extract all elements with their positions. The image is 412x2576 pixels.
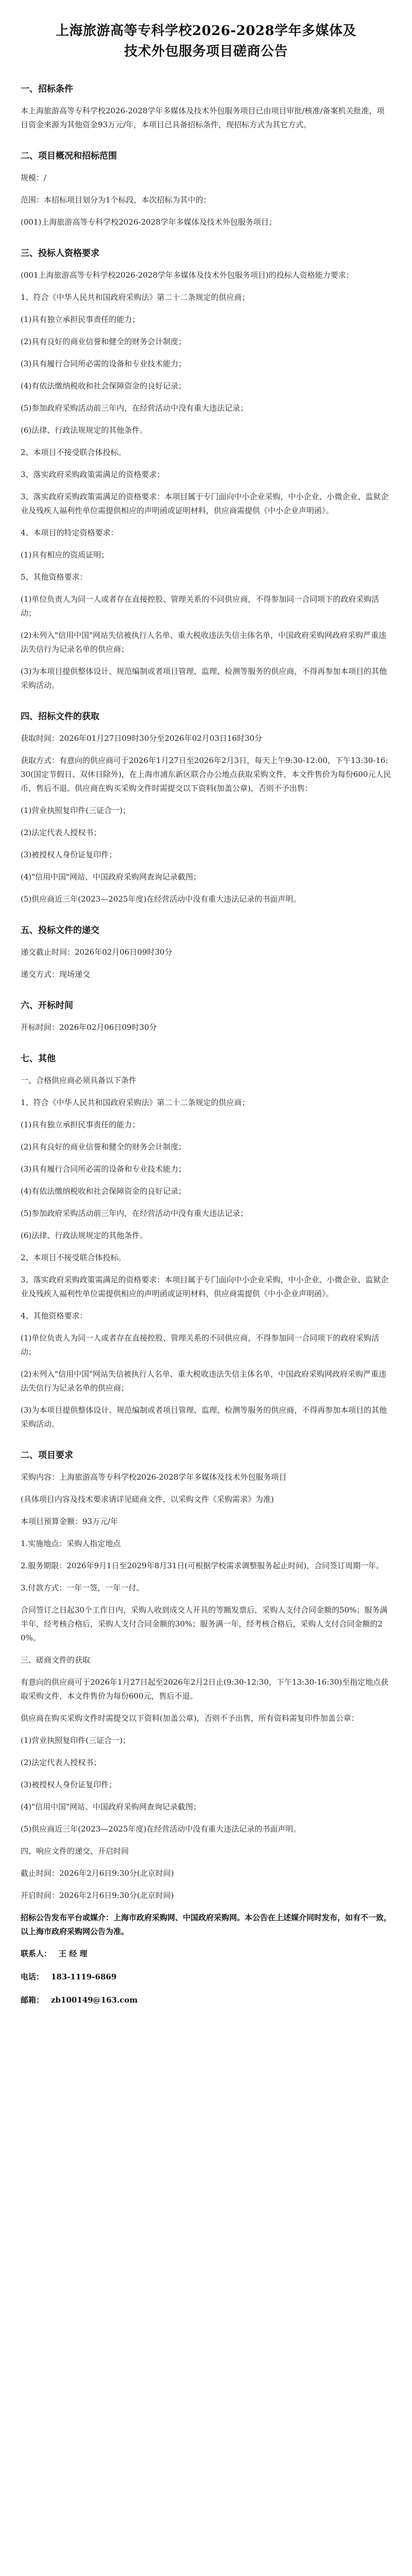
body-paragraph: (5)供应商近三年(2023—2025年度)在经营活动中没有重大违法记录的书面声明。	[21, 894, 301, 904]
notice-paragraph: 招标公告发布平台或媒介：上海市政府采购网、中国政府采购网。本公告在上述媒介同时发布，如有不一致，以上海市政府采购网公告为准。	[21, 1913, 392, 1936]
body-paragraph: 3、落实政府采购政策需满足的资格要求：本项目属于专门面向中小企业采购，中小企业、小微企业、监狱企业及残疾人福利性单位需提供相应的声明函或证明材料，供应商需提供《中小企业声明函》。	[21, 492, 389, 515]
title-line-2: 技术外包服务项目磋商公告	[124, 44, 288, 59]
body-paragraph: (3)被授权人身份证复印件；	[21, 850, 117, 859]
body-paragraph: 3、落实政府采购政策需满足的资格要求：本项目属于专门面向中小企业采购，中小企业、小微企业、监狱企业及残疾人福利性单位需提供相应的声明函或证明材料，供应商需提供《中小企业声明函》。	[21, 1275, 389, 1298]
body-paragraph: 1.实施地点：采购人指定地点	[21, 1539, 121, 1548]
body-paragraph: 供应商在购买采购文件时需提交以下资料(加盖公章)，否则不予出售，所有资料需复印件加盖公章：	[21, 1714, 359, 1723]
body-paragraph: (001)上海旅游高等专科学校2026-2028学年多媒体及技术外包服务项目；	[21, 217, 277, 227]
body-paragraph: (6)法律、行政法规规定的其他条件。	[21, 1231, 148, 1240]
body-paragraph: 获取方式：有意向的供应商可于2026年1月27日至2026年2月3日，每天上午9:30-12:00，下午13:30-16:30(国定节假日、双休日除外)，在上海市浦东新区联合办公地点获取采购文件，本文件售价为每份600元人民币，售后不退。供应商在购买采购文件时需提交以下资料(加盖公章)，否则不予出售：	[21, 756, 391, 793]
section-heading: 四、招标文件的获取	[21, 711, 99, 722]
body-paragraph: (5)参加政府采购活动前三年内，在经营活动中没有重大违法记录；	[21, 1209, 248, 1218]
body-paragraph: 采购内容：上海旅游高等专科学校2026-2028学年多媒体及技术外包服务项目	[21, 1472, 287, 1482]
body-paragraph: 3.付款方式：一年一签，一年一付。	[21, 1583, 144, 1592]
body-paragraph: 递交方式：现场递交	[21, 970, 91, 979]
body-paragraph: 2、本项目不接受联合体投标。	[21, 448, 126, 457]
body-paragraph: (4)有依法缴纳税收和社会保障资金的良好记录；	[21, 1187, 186, 1196]
body-paragraph: 有意向的供应商可于2026年1月27日起至2026年2月2日止(9:30-12:30，下午13:30-16:30)至指定地点获取采购文件，本文件售价为每份600元，售后不退。	[21, 1677, 389, 1701]
body-paragraph: 1、符合《中华人民共和国政府采购法》第二十二条规定的供应商；	[21, 293, 250, 302]
section-heading: 二、项目要求	[21, 1450, 73, 1461]
body-paragraph: (3)被授权人身份证复印件；	[21, 1780, 117, 1789]
contact-phone: 电话： 183-1119-6869	[21, 1972, 117, 1981]
body-paragraph: 规模：/	[21, 173, 47, 182]
section-heading: 三、投标人资格要求	[21, 248, 99, 259]
body-paragraph: (2)具有良好的商业信誉和健全的财务会计制度；	[21, 337, 186, 346]
body-paragraph: 4、其他资格要求：	[21, 1311, 88, 1320]
body-paragraph: 3、落实政府采购政策需满足的资格要求：	[21, 470, 165, 479]
body-paragraph: (4)"信用中国"网站、中国政府采购网查询记录截图；	[21, 872, 201, 882]
body-paragraph: (2)未列入"信用中国"网站失信被执行人名单、重大税收违法失信主体名单，中国政府采购网政府采购严重违法失信行为记录名单的供应商；	[21, 1369, 387, 1393]
announcement-document	[21, 21, 391, 2016]
body-paragraph: 截止时间：2026年2月6日9:30分(北京时间)	[21, 1869, 174, 1878]
body-paragraph: (2)法定代表人授权书；	[21, 828, 101, 837]
body-paragraph: 递交截止时间：2026年02月06日09时30分	[21, 947, 173, 957]
section-heading: 二、项目概况和招标范围	[21, 151, 117, 161]
contact-person: 联系人： 王 经 理	[21, 1949, 88, 1958]
body-paragraph: (3)具有履行合同所必需的设备和专业技术能力；	[21, 1164, 186, 1174]
body-paragraph: 5、其他资格要求：	[21, 572, 88, 582]
body-paragraph: 范围：本招标项目划分为1个标段，本次招标为其中的：	[21, 195, 211, 205]
body-paragraph: 本上海旅游高等专科学校2026-2028学年多媒体及技术外包服务项目已由项目审批/核准/备案机关批准，项目资金来源为其他资金93万元/年，本项目已具备招标条件，现招标方式为其它方式。	[21, 106, 385, 129]
body-paragraph: (6)法律、行政法规规定的其他条件。	[21, 426, 148, 435]
body-paragraph: (1)营业执照复印件(三证合一)；	[21, 1736, 130, 1745]
body-paragraph: (1)具有独立承担民事责任的能力；	[21, 1120, 140, 1129]
body-paragraph: (3)为本项目提供整体设计、规范编制或者项目管理、监理、检测等服务的供应商，不得再参加本项目的其他采购活动。	[21, 1405, 387, 1429]
body-paragraph: (1)营业执照复印件(三证合一)；	[21, 806, 130, 815]
body-paragraph: (1)具有相应的资质证明；	[21, 550, 109, 560]
contact-block	[21, 1947, 391, 2007]
document-body	[21, 82, 391, 1939]
body-paragraph: 4、本项目的特定资格要求：	[21, 528, 118, 537]
body-paragraph: (1)单位负责人为同一人或者存在直接控股、管理关系的不同供应商，不得参加同一合同项下的政府采购活动；	[21, 595, 380, 618]
contact-email[interactable]: 邮箱： zb100149@163.com	[21, 1995, 138, 2005]
body-paragraph: (2)法定代表人授权书；	[21, 1758, 101, 1767]
body-paragraph: 获取时间：2026年01月27日09时30分至2026年02月03日16时30分	[21, 734, 263, 743]
body-paragraph: 1、符合《中华人民共和国政府采购法》第二十二条规定的供应商；	[21, 1098, 250, 1107]
body-paragraph: (2)具有良好的商业信誉和健全的财务会计制度；	[21, 1142, 186, 1151]
body-paragraph: 2、本项目不接受联合体投标。	[21, 1253, 126, 1262]
body-paragraph: (4)有依法缴纳税收和社会保障资金的良好记录；	[21, 381, 186, 391]
body-paragraph: 开启时间：2026年2月6日9:30分(北京时间)	[21, 1891, 174, 1900]
body-paragraph: (1)单位负责人为同一人或者存在直接控股、管理关系的不同供应商，不得参加同一合同项下的政府采购活动；	[21, 1333, 380, 1357]
body-paragraph: 四、响应文件的递交、开启时间	[21, 1846, 129, 1856]
body-paragraph: (3)具有履行合同所必需的设备和专业技术能力；	[21, 359, 186, 368]
document-title	[21, 21, 391, 62]
body-paragraph: 开标时间：2026年02月06日09时30分	[21, 1023, 157, 1032]
section-heading: 五、投标文件的递交	[21, 925, 99, 936]
body-paragraph: 三、磋商文件的获取	[21, 1655, 91, 1665]
body-paragraph: (2)未列入"信用中国"网站失信被执行人名单、重大税收违法失信主体名单，中国政府采购网政府采购严重违法失信行为记录名单的供应商；	[21, 631, 387, 654]
body-paragraph: (001上海旅游高等专科学校2026-2028学年多媒体及技术外包服务项目)的投标人资格能力要求：	[21, 270, 354, 280]
body-paragraph: (5)供应商近三年(2023—2025年度)在经营活动中没有重大违法记录的书面声明。	[21, 1824, 301, 1834]
body-paragraph: (3)为本项目提供整体设计、规范编制或者项目管理、监理、检测等服务的供应商，不得再参加本项目的其他采购活动。	[21, 667, 387, 690]
body-paragraph: (5)参加政府采购活动前三年内，在经营活动中没有重大违法记录；	[21, 403, 248, 413]
body-paragraph: 合同签订之日起30个工作日内，采购人收到成交人开具的等额发票后，采购人支付合同金额的50%；服务满半年，经考核合格后，采购人支付合同金额的30%；服务满一年，经考核合格后，采购人支付合同金额的20%。	[21, 1605, 388, 1642]
body-paragraph: 2.服务期限：2026年9月1日至2029年8月31日(可根据学校需求调整服务起止时间)，合同签订周期一年。	[21, 1561, 384, 1570]
title-line-1: 上海旅游高等专科学校2026-2028学年多媒体及	[55, 23, 357, 39]
section-heading: 六、开标时间	[21, 1001, 73, 1011]
section-heading: 一、招标条件	[21, 84, 73, 94]
body-paragraph: (具体项目内容及技术要求请详见磋商文件，以采购文件《采购需求》为准)	[21, 1495, 274, 1504]
body-paragraph: (1)具有独立承担民事责任的能力；	[21, 315, 140, 324]
body-paragraph: 本项目预算金额：93万元/年	[21, 1517, 118, 1526]
body-paragraph: (4)"信用中国"网站、中国政府采购网查询记录截图；	[21, 1802, 201, 1811]
body-paragraph: 一、合格供应商必须具备以下条件	[21, 1076, 137, 1085]
section-heading: 七、其他	[21, 1054, 56, 1064]
